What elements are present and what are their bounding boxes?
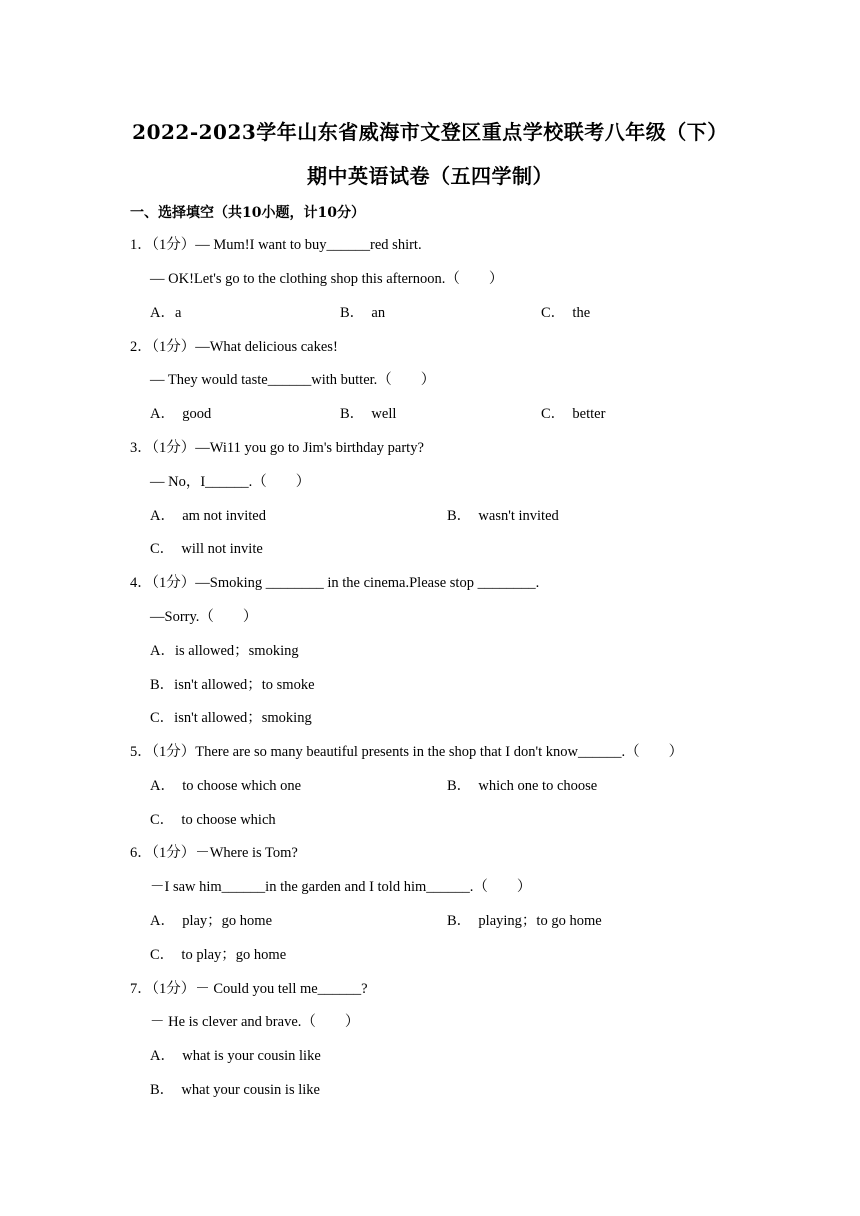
question-3-option-b: B． wasn't invited xyxy=(447,508,559,524)
question-3-reply: — No，I______.（ ） xyxy=(150,474,311,490)
question-5-option-b: B． which one to choose xyxy=(447,778,598,794)
question-6-option-a: A． play；go home xyxy=(150,913,273,929)
question-2-option-b: B． well xyxy=(340,406,397,422)
question-1-option-a: A．a xyxy=(150,305,182,321)
question-1-reply: — OK!Let's go to the clothing shop this afternoon.（ ） xyxy=(150,271,504,287)
section-heading: 一、选择填空（共10小题，计10分） xyxy=(130,205,365,221)
question-6-option-b: B． playing；to go home xyxy=(447,913,602,929)
question-4-option-a: A．is allowed；smoking xyxy=(150,643,299,659)
question-5-option-a: A． to choose which one xyxy=(150,778,302,794)
question-4-option-b: B．isn't allowed；to smoke xyxy=(150,677,315,693)
exam-title-line-2: 期中英语试卷（五四学制） xyxy=(307,164,553,188)
question-6-reply: －I saw him______in the garden and I told him______.（ ） xyxy=(150,879,532,895)
question-3-stem: 3．（1分）—Wi11 you go to Jim's birthday party? xyxy=(130,440,424,456)
exam-title-line-1: 2022-2023学年山东省威海市文登区重点学校联考八年级（下） xyxy=(132,120,728,144)
question-6-stem: 6．（1分）－Where is Tom? xyxy=(130,845,298,861)
question-7-reply: － He is clever and brave.（ ） xyxy=(150,1014,360,1030)
question-1-stem: 1．（1分）— Mum!I want to buy______red shirt. xyxy=(130,237,422,253)
question-5-option-c: C． to choose which xyxy=(150,812,276,828)
question-1-option-c: C． the xyxy=(541,305,591,321)
question-4-reply: —Sorry.（ ） xyxy=(150,609,258,625)
question-2-option-a: A． good xyxy=(150,406,212,422)
question-2-stem: 2．（1分）—What delicious cakes! xyxy=(130,339,338,355)
question-7-stem: 7．（1分）－ Could you tell me______? xyxy=(130,981,368,997)
question-6-option-c: C． to play；go home xyxy=(150,947,287,963)
question-3-option-a: A． am not invited xyxy=(150,508,266,524)
question-2-reply: — They would taste______with butter.（ ） xyxy=(150,372,436,388)
question-2-option-c: C． better xyxy=(541,406,606,422)
question-4-stem: 4．（1分）—Smoking ________ in the cinema.Please stop ________. xyxy=(130,575,540,591)
question-1-option-b: B． an xyxy=(340,305,386,321)
question-5-stem: 5．（1分）There are so many beautiful presents in the shop that I don't know______.（ ） xyxy=(130,744,684,760)
question-4-option-c: C．isn't allowed；smoking xyxy=(150,710,312,726)
question-7-option-b: B． what your cousin is like xyxy=(150,1082,320,1098)
question-3-option-c: C． will not invite xyxy=(150,541,263,557)
question-7-option-a: A． what is your cousin like xyxy=(150,1048,321,1064)
